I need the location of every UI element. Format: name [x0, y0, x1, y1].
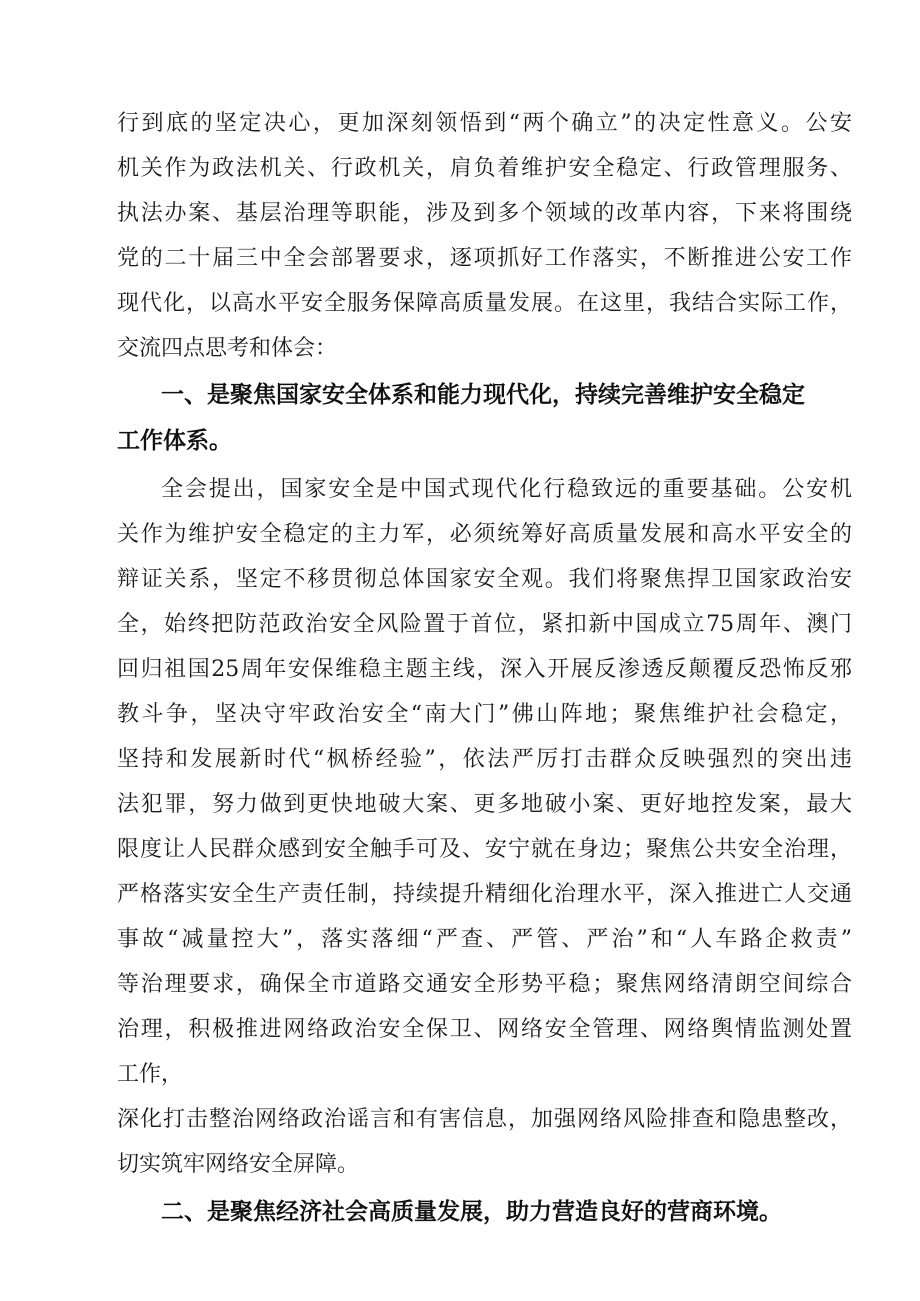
- text-line: 教斗争，坚决守牢政治安全“南大门”佛山阵地；聚焦维护社会稳定，: [117, 702, 852, 727]
- text-line: 交流四点思考和体会：: [117, 336, 338, 361]
- text-line: 执法办案、基层治理等职能，涉及到多个领域的改革内容，下来将围绕: [117, 201, 852, 226]
- text-line: 回归祖国25周年安保维稳主题主线，深入开展反渗透反颠覆反恐怖反邪: [117, 657, 852, 682]
- text-line: 切实筑牢网络安全屏障。: [117, 1152, 360, 1177]
- text-line: 严格落实安全生产责任制，持续提升精细化治理水平，深入推进亡人交通: [117, 882, 852, 907]
- text-line: 全，始终把防范政治安全风险置于首位，紧扣新中国成立75周年、澳门: [117, 612, 852, 637]
- text-line: 党的二十届三中全会部署要求，逐项抓好工作落实，不断推进公安工作: [117, 246, 852, 271]
- text-line: 事故“减量控大”，落实落细“严查、严管、严治”和“人车路企救责”: [117, 927, 852, 952]
- text-line: 深化打击整治网络政治谣言和有害信息，加强网络风险排查和隐患整改，: [117, 1107, 852, 1132]
- section-heading-one-cont: 工作体系。: [117, 428, 232, 454]
- text-line: 机关作为政法机关、行政机关，肩负着维护安全稳定、行政管理服务、: [117, 156, 852, 181]
- text-line: 关作为维护安全稳定的主力军，必须统筹好高质量发展和高水平安全的: [117, 522, 852, 547]
- text-line: 行到底的坚定决心，更加深刻领悟到“两个确立”的决定性意义。公安: [117, 111, 852, 136]
- text-line: 全会提出，国家安全是中国式现代化行稳致远的重要基础。公安机: [161, 477, 852, 502]
- text-line: 治理，积极推进网络政治安全保卫、网络安全管理、网络舆情监测处置: [117, 1017, 852, 1042]
- text-line: 限度让人民群众感到安全触手可及、安宁就在身边；聚焦公共安全治理，: [117, 837, 852, 862]
- section-heading-one: 一、是聚焦国家安全体系和能力现代化，持续完善维护安全稳定: [161, 382, 805, 408]
- text-line: 坚持和发展新时代“枫桥经验”，依法严厉打击群众反映强烈的突出违: [117, 747, 852, 772]
- text-line: 等治理要求，确保全市道路交通安全形势平稳；聚焦网络清朗空间综合: [117, 972, 852, 997]
- text-line: 现代化，以高水平安全服务保障高质量发展。在这里，我结合实际工作，: [117, 291, 852, 316]
- text-line: 法犯罪，努力做到更快地破大案、更多地破小案、更好地控发案，最大: [117, 792, 852, 817]
- text-line: 辩证关系，坚定不移贯彻总体国家安全观。我们将聚焦捍卫国家政治安: [117, 567, 852, 592]
- section-heading-two: 二、是聚焦经济社会高质量发展，助力营造良好的营商环境。: [161, 1199, 782, 1225]
- text-line: 工作，: [117, 1062, 184, 1087]
